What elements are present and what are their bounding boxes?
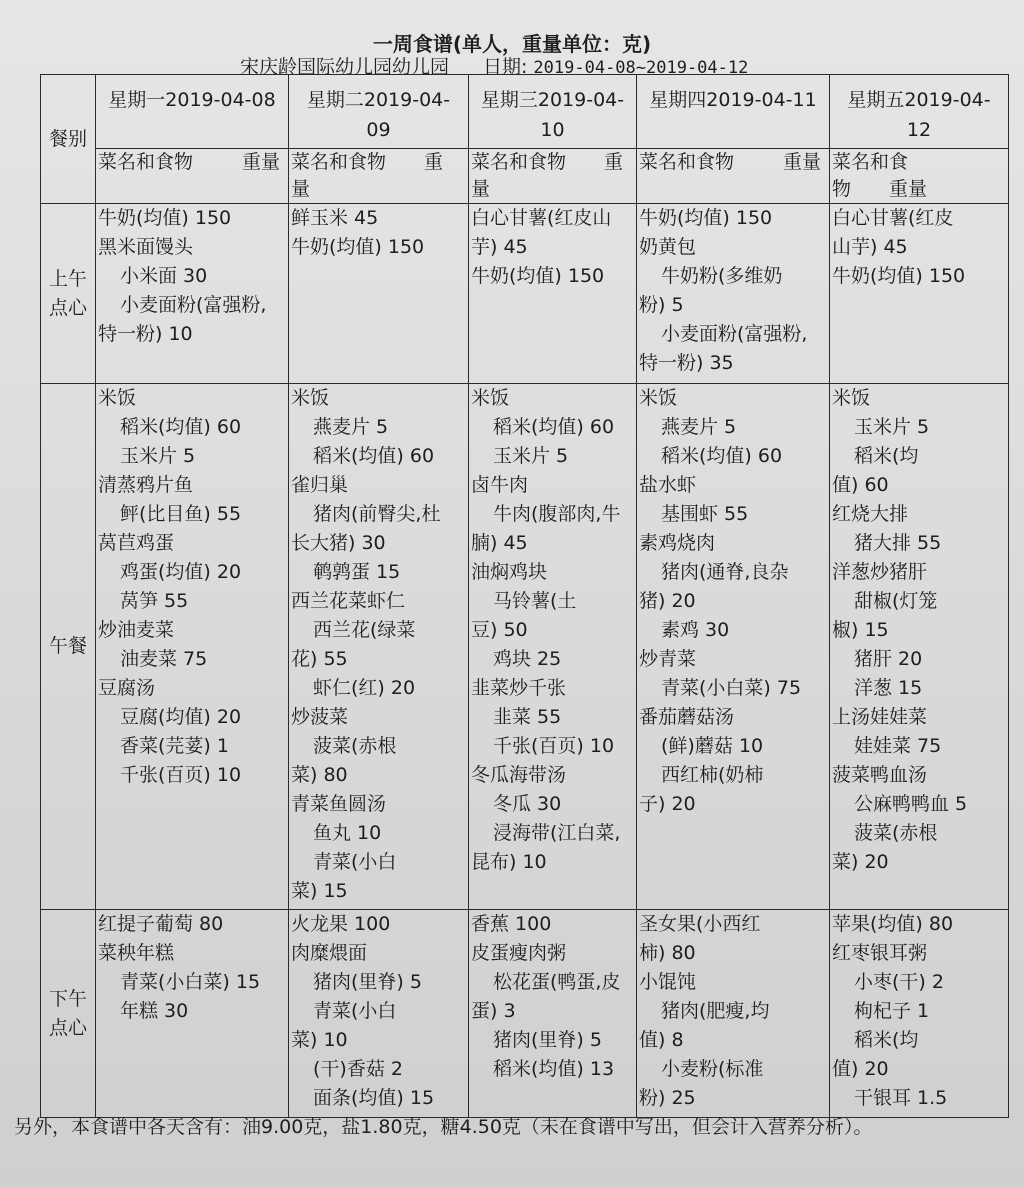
ingredient-line: 玉米片 5: [120, 445, 196, 467]
ingredient-line: 青菜(小白: [313, 851, 397, 873]
meal-row-lunch: [41, 384, 1009, 910]
wrapped-line: 柿) 80: [639, 942, 696, 964]
menu-cell: [830, 384, 1009, 910]
dish-line: 上汤娃娃菜: [832, 706, 928, 728]
wrapped-line: 菜) 80: [291, 764, 348, 786]
dish-line: 红烧大排: [832, 503, 909, 525]
ingredient-line: 油麦菜 75: [120, 648, 208, 670]
wrapped-line: 值) 8: [639, 1029, 684, 1051]
day-header-line: 星期二2019-04-: [306, 89, 451, 111]
subheader-thu: [637, 149, 830, 204]
day-header-line: 星期一2019-04-08: [108, 89, 276, 111]
dish-line: 红提子葡萄 80: [98, 913, 224, 935]
dish-line: 小馄饨: [639, 971, 697, 993]
dish-line: 雀归巢: [291, 474, 349, 496]
ingredient-line: 燕麦片 5: [313, 416, 389, 438]
meal-label-cell: [41, 384, 96, 910]
ingredient-line: 小麦粉(标准: [661, 1058, 764, 1080]
dish-line: 鲜玉米 45: [291, 207, 379, 229]
ingredient-line: 稻米(均值) 60: [120, 416, 242, 438]
dish-line: 豆腐汤: [98, 677, 156, 699]
ingredient-line: 豆腐(均值) 20: [120, 706, 242, 728]
day-header-line: 星期四2019-04-11: [649, 89, 817, 111]
dish-line: 炒青菜: [639, 648, 697, 670]
ingredient-line: 公麻鸭鸭血 5: [854, 793, 968, 815]
ingredient-line: 牛肉(腹部肉,牛: [493, 503, 621, 525]
menu-cell: [637, 910, 830, 1118]
dish-line: 盐水虾: [639, 474, 697, 496]
ingredient-line: 西兰花(绿菜: [313, 619, 416, 641]
dish-line: 番茄蘑菇汤: [639, 706, 735, 728]
ingredient-line: 猪肉(肥瘦,均: [661, 1000, 770, 1022]
wrapped-line: 豆) 50: [471, 619, 528, 641]
meal-label: 点心: [48, 1016, 87, 1039]
ingredient-line: 松花蛋(鸭蛋,皮: [493, 971, 621, 993]
ingredient-line: 小枣(干) 2: [854, 971, 944, 993]
subheader-tue: [289, 149, 469, 204]
wrapped-line: 特一粉) 35: [639, 352, 734, 374]
subheader-weight: 重量: [782, 151, 821, 173]
day-header-line: 12: [906, 119, 932, 141]
wrapped-line: 芋) 45: [471, 236, 528, 258]
footer-note: 另外，本食谱中各天含有：油9.00克，盐1.80克，糖4.50克（未在食谱中写出，但会计入营养分析）。: [14, 1116, 873, 1138]
day-header-line: 星期五2019-04-: [847, 89, 991, 111]
menu-cell: [637, 204, 830, 384]
subheader-fri: [830, 149, 1009, 204]
ingredient-line: 枸杞子 1: [854, 1000, 930, 1022]
ingredient-line: 素鸡 30: [661, 619, 730, 641]
menu-cell: [96, 910, 289, 1118]
ingredient-line: 干银耳 1.5: [854, 1087, 948, 1109]
ingredient-line: (鲜)蘑菇 10: [661, 735, 764, 757]
dish-line: 卤牛肉: [471, 474, 529, 496]
menu-cell: [469, 384, 637, 910]
ingredient-line: 猪肉(通脊,良杂: [661, 561, 789, 583]
day-header-row: [41, 75, 1009, 149]
wrapped-line: 值) 20: [832, 1058, 889, 1080]
menu-cell: [830, 204, 1009, 384]
dish-line: 莴苣鸡蛋: [98, 532, 175, 554]
day-header-line: 09: [366, 119, 391, 141]
ingredient-line: 青菜(小白: [313, 1000, 397, 1022]
ingredient-line: 韭菜 55: [493, 706, 562, 728]
ingredient-line: 香菜(芫荽) 1: [120, 735, 229, 757]
ingredient-line: 燕麦片 5: [661, 416, 737, 438]
school-name: 宋庆龄国际幼儿园幼儿园: [240, 56, 450, 78]
meal-label: 下午: [48, 987, 87, 1010]
wrapped-line: 菜) 10: [291, 1029, 348, 1051]
ingredient-line: 稻米(均: [854, 445, 919, 467]
menu-cell: [469, 204, 637, 384]
wrapped-line: 腩) 45: [471, 532, 528, 554]
dish-line: 白心甘薯(红皮: [832, 207, 954, 229]
meal-row-morning-snack: [41, 204, 1009, 384]
menu-cell: [289, 204, 469, 384]
subheader-name: 菜名和食物 重: [471, 151, 624, 173]
ingredient-line: 猪肉(前臀尖,杜: [313, 503, 441, 525]
dish-line: 炒油麦菜: [98, 619, 175, 641]
ingredient-line: 小米面 30: [120, 265, 208, 287]
subheader-cont: 量: [471, 178, 491, 200]
ingredient-line: 小麦面粉(富强粉,: [120, 294, 267, 316]
meal-label-cell: [41, 910, 96, 1118]
dish-line: 炒菠菜: [291, 706, 349, 728]
ingredient-line: 小麦面粉(富强粉,: [661, 323, 808, 345]
wrapped-line: 长大猪) 30: [291, 532, 386, 554]
ingredient-line: 千张(百页) 10: [493, 735, 615, 757]
ingredient-line: 鸡块 25: [493, 648, 562, 670]
wrapped-line: 菜) 15: [291, 880, 348, 902]
date-label: 日期:: [483, 56, 528, 78]
dish-line: 米饭: [98, 387, 137, 409]
wrapped-line: 椒) 15: [832, 619, 889, 641]
ingredient-line: 玉米片 5: [493, 445, 569, 467]
dish-line: 皮蛋瘦肉粥: [471, 942, 567, 964]
dish-line: 清蒸鸦片鱼: [98, 474, 194, 496]
ingredient-line: 浸海带(江白菜,: [493, 822, 621, 844]
ingredient-line: 青菜(小白菜) 15: [120, 971, 261, 993]
ingredient-line: 基围虾 55: [661, 503, 749, 525]
dish-line: 牛奶(均值) 150: [98, 207, 232, 229]
wrapped-line: 花) 55: [291, 648, 348, 670]
ingredient-line: 洋葱 15: [854, 677, 923, 699]
meal-header-cell: [41, 75, 96, 204]
dish-line: 素鸡烧肉: [639, 532, 716, 554]
dish-line: 牛奶(均值) 150: [291, 236, 425, 258]
ingredient-line: 千张(百页) 10: [120, 764, 242, 786]
subheader-cont: 量: [291, 178, 311, 200]
dish-line: 牛奶(均值) 150: [832, 265, 966, 287]
wrapped-line: 猪) 20: [639, 590, 696, 612]
day-header-tue: [289, 75, 469, 149]
dish-line: 菠菜鸭血汤: [832, 764, 928, 786]
dish-line: 圣女果(小西红: [639, 913, 761, 935]
dish-line: 冬瓜海带汤: [471, 764, 567, 786]
dish-line: 西兰花菜虾仁: [291, 590, 406, 612]
wrapped-line: 蛋) 3: [471, 1000, 516, 1022]
subheader-name: 菜名和食物 重: [291, 151, 444, 173]
ingredient-line: 稻米(均值) 60: [493, 416, 615, 438]
subheader-weight: 重量: [241, 151, 280, 173]
subheader-name: 菜名和食: [832, 151, 909, 173]
day-header-line: 星期三2019-04-: [480, 89, 625, 111]
dish-line: 米饭: [832, 387, 871, 409]
subheader-cont: 物 重量: [832, 178, 928, 200]
day-header-mon: [96, 75, 289, 149]
dish-line: 青菜鱼圆汤: [291, 793, 387, 815]
weekly-menu-table: [40, 74, 1009, 1118]
ingredient-line: 西红柿(奶柿: [661, 764, 764, 786]
date-range: 2019-04-08~2019-04-12: [533, 58, 749, 78]
dish-line: 菜秧年糕: [98, 942, 175, 964]
menu-cell: [96, 204, 289, 384]
ingredient-line: 稻米(均值) 60: [313, 445, 435, 467]
ingredient-line: 马铃薯(土: [493, 590, 577, 612]
day-header-wed: [469, 75, 637, 149]
ingredient-line: 甜椒(灯笼: [854, 590, 938, 612]
dish-line: 米饭: [639, 387, 678, 409]
day-header-line: 10: [540, 119, 565, 141]
wrapped-line: 粉) 25: [639, 1087, 696, 1109]
menu-cell: [469, 910, 637, 1118]
ingredient-line: 冬瓜 30: [493, 793, 562, 815]
wrapped-line: 特一粉) 10: [98, 323, 193, 345]
ingredient-line: 猪肝 20: [854, 648, 923, 670]
ingredient-line: 青菜(小白菜) 75: [661, 677, 802, 699]
dish-line: 牛奶(均值) 150: [471, 265, 605, 287]
dish-line: 牛奶(均值) 150: [639, 207, 773, 229]
dish-line: 火龙果 100: [291, 913, 391, 935]
ingredient-line: 鹌鹑蛋 15: [313, 561, 401, 583]
ingredient-line: 鲆(比目鱼) 55: [120, 503, 242, 525]
meal-header: 餐别: [48, 127, 87, 150]
ingredient-line: 牛奶粉(多维奶: [661, 265, 783, 287]
ingredient-line: 玉米片 5: [854, 416, 930, 438]
ingredient-line: 稻米(均值) 13: [493, 1058, 615, 1080]
ingredient-line: 猪肉(里脊) 5: [313, 971, 422, 993]
subheader-row: [41, 149, 1009, 204]
ingredient-line: 菠菜(赤根: [313, 735, 397, 757]
wrapped-line: 菜) 20: [832, 851, 889, 873]
ingredient-line: 鸡蛋(均值) 20: [120, 561, 242, 583]
ingredient-line: (干)香菇 2: [313, 1058, 403, 1080]
ingredient-line: 鱼丸 10: [313, 822, 382, 844]
ingredient-line: 面条(均值) 15: [313, 1087, 435, 1109]
ingredient-line: 稻米(均: [854, 1029, 919, 1051]
ingredient-line: 猪肉(里脊) 5: [493, 1029, 602, 1051]
meal-label: 上午: [48, 267, 87, 290]
wrapped-line: 山芋) 45: [832, 236, 908, 258]
menu-cell: [289, 384, 469, 910]
meal-label: 点心: [48, 296, 87, 319]
page-title: 一周食谱(单人，重量单位：克): [372, 32, 652, 56]
ingredient-line: 猪大排 55: [854, 532, 942, 554]
menu-cell: [96, 384, 289, 910]
meal-label-cell: [41, 204, 96, 384]
ingredient-line: 虾仁(红) 20: [313, 677, 416, 699]
dish-line: 苹果(均值) 80: [832, 913, 954, 935]
dish-line: 油焖鸡块: [471, 561, 548, 583]
meal-label: 午餐: [48, 635, 87, 657]
dish-line: 奶黄包: [639, 236, 697, 258]
wrapped-line: 子) 20: [639, 793, 696, 815]
menu-cell: [637, 384, 830, 910]
dish-line: 红枣银耳粥: [832, 942, 928, 964]
day-header-thu: [637, 75, 830, 149]
dish-line: 米饭: [291, 387, 330, 409]
menu-cell: [830, 910, 1009, 1118]
ingredient-line: 娃娃菜 75: [854, 735, 942, 757]
ingredient-line: 稻米(均值) 60: [661, 445, 783, 467]
dish-line: 米饭: [471, 387, 510, 409]
subheader-wed: [469, 149, 637, 204]
dish-line: 黑米面馒头: [98, 236, 194, 258]
meal-row-afternoon-snack: [41, 910, 1009, 1118]
wrapped-line: 值) 60: [832, 474, 889, 496]
subheader-name: 菜名和食物: [639, 151, 735, 173]
subheader-mon: [96, 149, 289, 204]
dish-line: 韭菜炒千张: [471, 677, 567, 699]
ingredient-line: 菠菜(赤根: [854, 822, 938, 844]
dish-line: 香蕉 100: [471, 913, 552, 935]
ingredient-line: 莴笋 55: [120, 590, 189, 612]
wrapped-line: 昆布) 10: [471, 851, 547, 873]
ingredient-line: 年糕 30: [120, 1000, 189, 1022]
subheader-name: 菜名和食物: [98, 151, 194, 173]
menu-cell: [289, 910, 469, 1118]
dish-line: 白心甘薯(红皮山: [471, 207, 612, 229]
dish-line: 肉糜煨面: [291, 942, 368, 964]
dish-line: 洋葱炒猪肝: [832, 561, 928, 583]
day-header-fri: [830, 75, 1009, 149]
wrapped-line: 粉) 5: [639, 294, 684, 316]
